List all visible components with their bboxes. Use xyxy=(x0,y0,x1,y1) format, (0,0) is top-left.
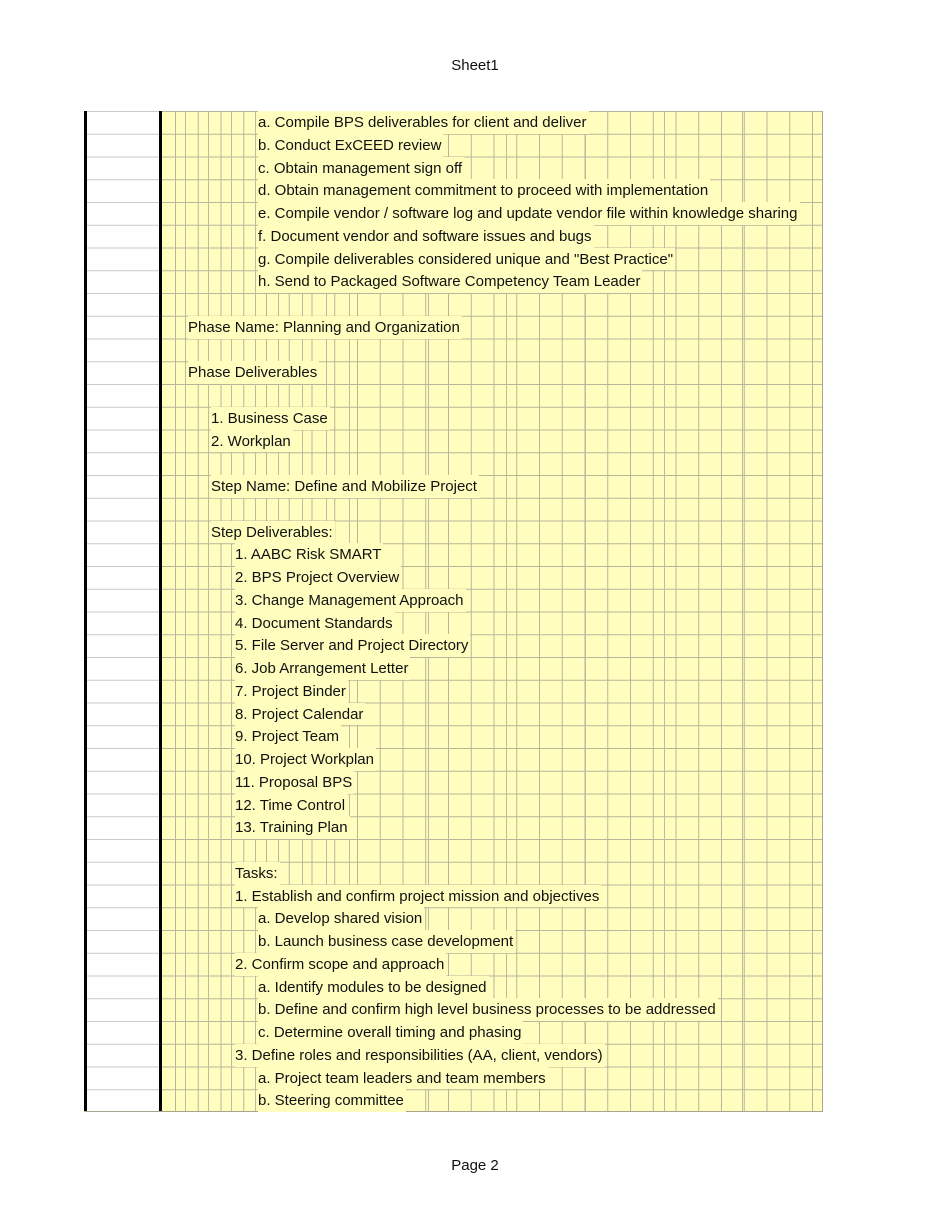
cell-text: 11. Proposal BPS xyxy=(235,771,354,794)
cell-text: 2. BPS Project Overview xyxy=(235,566,401,589)
cell-text: b. Define and confirm high level business processes to be addressed xyxy=(258,998,718,1021)
cell-text: Step Name: Define and Mobilize Project xyxy=(211,475,479,498)
cell-text: a. Develop shared vision xyxy=(258,907,424,930)
page-footer: Page 2 xyxy=(451,1157,499,1174)
page-header: Sheet1 xyxy=(451,57,499,74)
cell-text: 1. Business Case xyxy=(211,407,330,430)
gridline xyxy=(742,111,743,1111)
cell-text: 12. Time Control xyxy=(235,794,347,817)
cell-text: 1. Establish and confirm project mission and objectives xyxy=(235,885,601,908)
cell-text: b. Conduct ExCEED review xyxy=(258,134,443,157)
cell-text: b. Launch business case development xyxy=(258,930,515,953)
cell-text: 7. Project Binder xyxy=(235,680,348,703)
cell-text: 3. Define roles and responsibilities (AA, client, vendors) xyxy=(235,1044,605,1067)
cell-text: c. Obtain management sign off xyxy=(258,157,464,180)
cell-text: d. Obtain management commitment to proceed with implementation xyxy=(258,179,710,202)
cell-text: a. Compile BPS deliverables for client and deliver xyxy=(258,111,589,134)
cell-text: 4. Document Standards xyxy=(235,612,395,635)
cell-text: 2. Workplan xyxy=(211,430,293,453)
cell-text: 5. File Server and Project Directory xyxy=(235,634,470,657)
cell-text: 8. Project Calendar xyxy=(235,703,365,726)
cell-text: a. Project team leaders and team members xyxy=(258,1067,548,1090)
cell-text: f. Document vendor and software issues and bugs xyxy=(258,225,594,248)
cell-text: 9. Project Team xyxy=(235,725,341,748)
cell-text: Phase Deliverables xyxy=(188,361,319,384)
gridline xyxy=(208,111,209,1111)
cell-text: 6. Job Arrangement Letter xyxy=(235,657,410,680)
gridline xyxy=(231,111,232,1111)
cell-text: 2. Confirm scope and approach xyxy=(235,953,446,976)
cell-text: c. Determine overall timing and phasing xyxy=(258,1021,523,1044)
column-a-cells xyxy=(84,111,162,1111)
cell-text: Phase Name: Planning and Organization xyxy=(188,316,462,339)
cell-text: 10. Project Workplan xyxy=(235,748,376,771)
cell-text: a. Identify modules to be designed xyxy=(258,976,489,999)
gridline xyxy=(185,111,186,1111)
cell-text: 3. Change Management Approach xyxy=(235,589,466,612)
cell-text: 13. Training Plan xyxy=(235,816,350,839)
cell-text: 1. AABC Risk SMART xyxy=(235,543,383,566)
cell-text: Tasks: xyxy=(235,862,280,885)
cell-text: h. Send to Packaged Software Competency Team Leader xyxy=(258,270,642,293)
cell-text: e. Compile vendor / software log and update vendor file within knowledge sharing xyxy=(258,202,800,225)
cell-text: g. Compile deliverables considered unique and "Best Practice" xyxy=(258,248,675,271)
cell-text: b. Steering committee xyxy=(258,1089,406,1112)
cell-text: Step Deliverables: xyxy=(211,521,335,544)
